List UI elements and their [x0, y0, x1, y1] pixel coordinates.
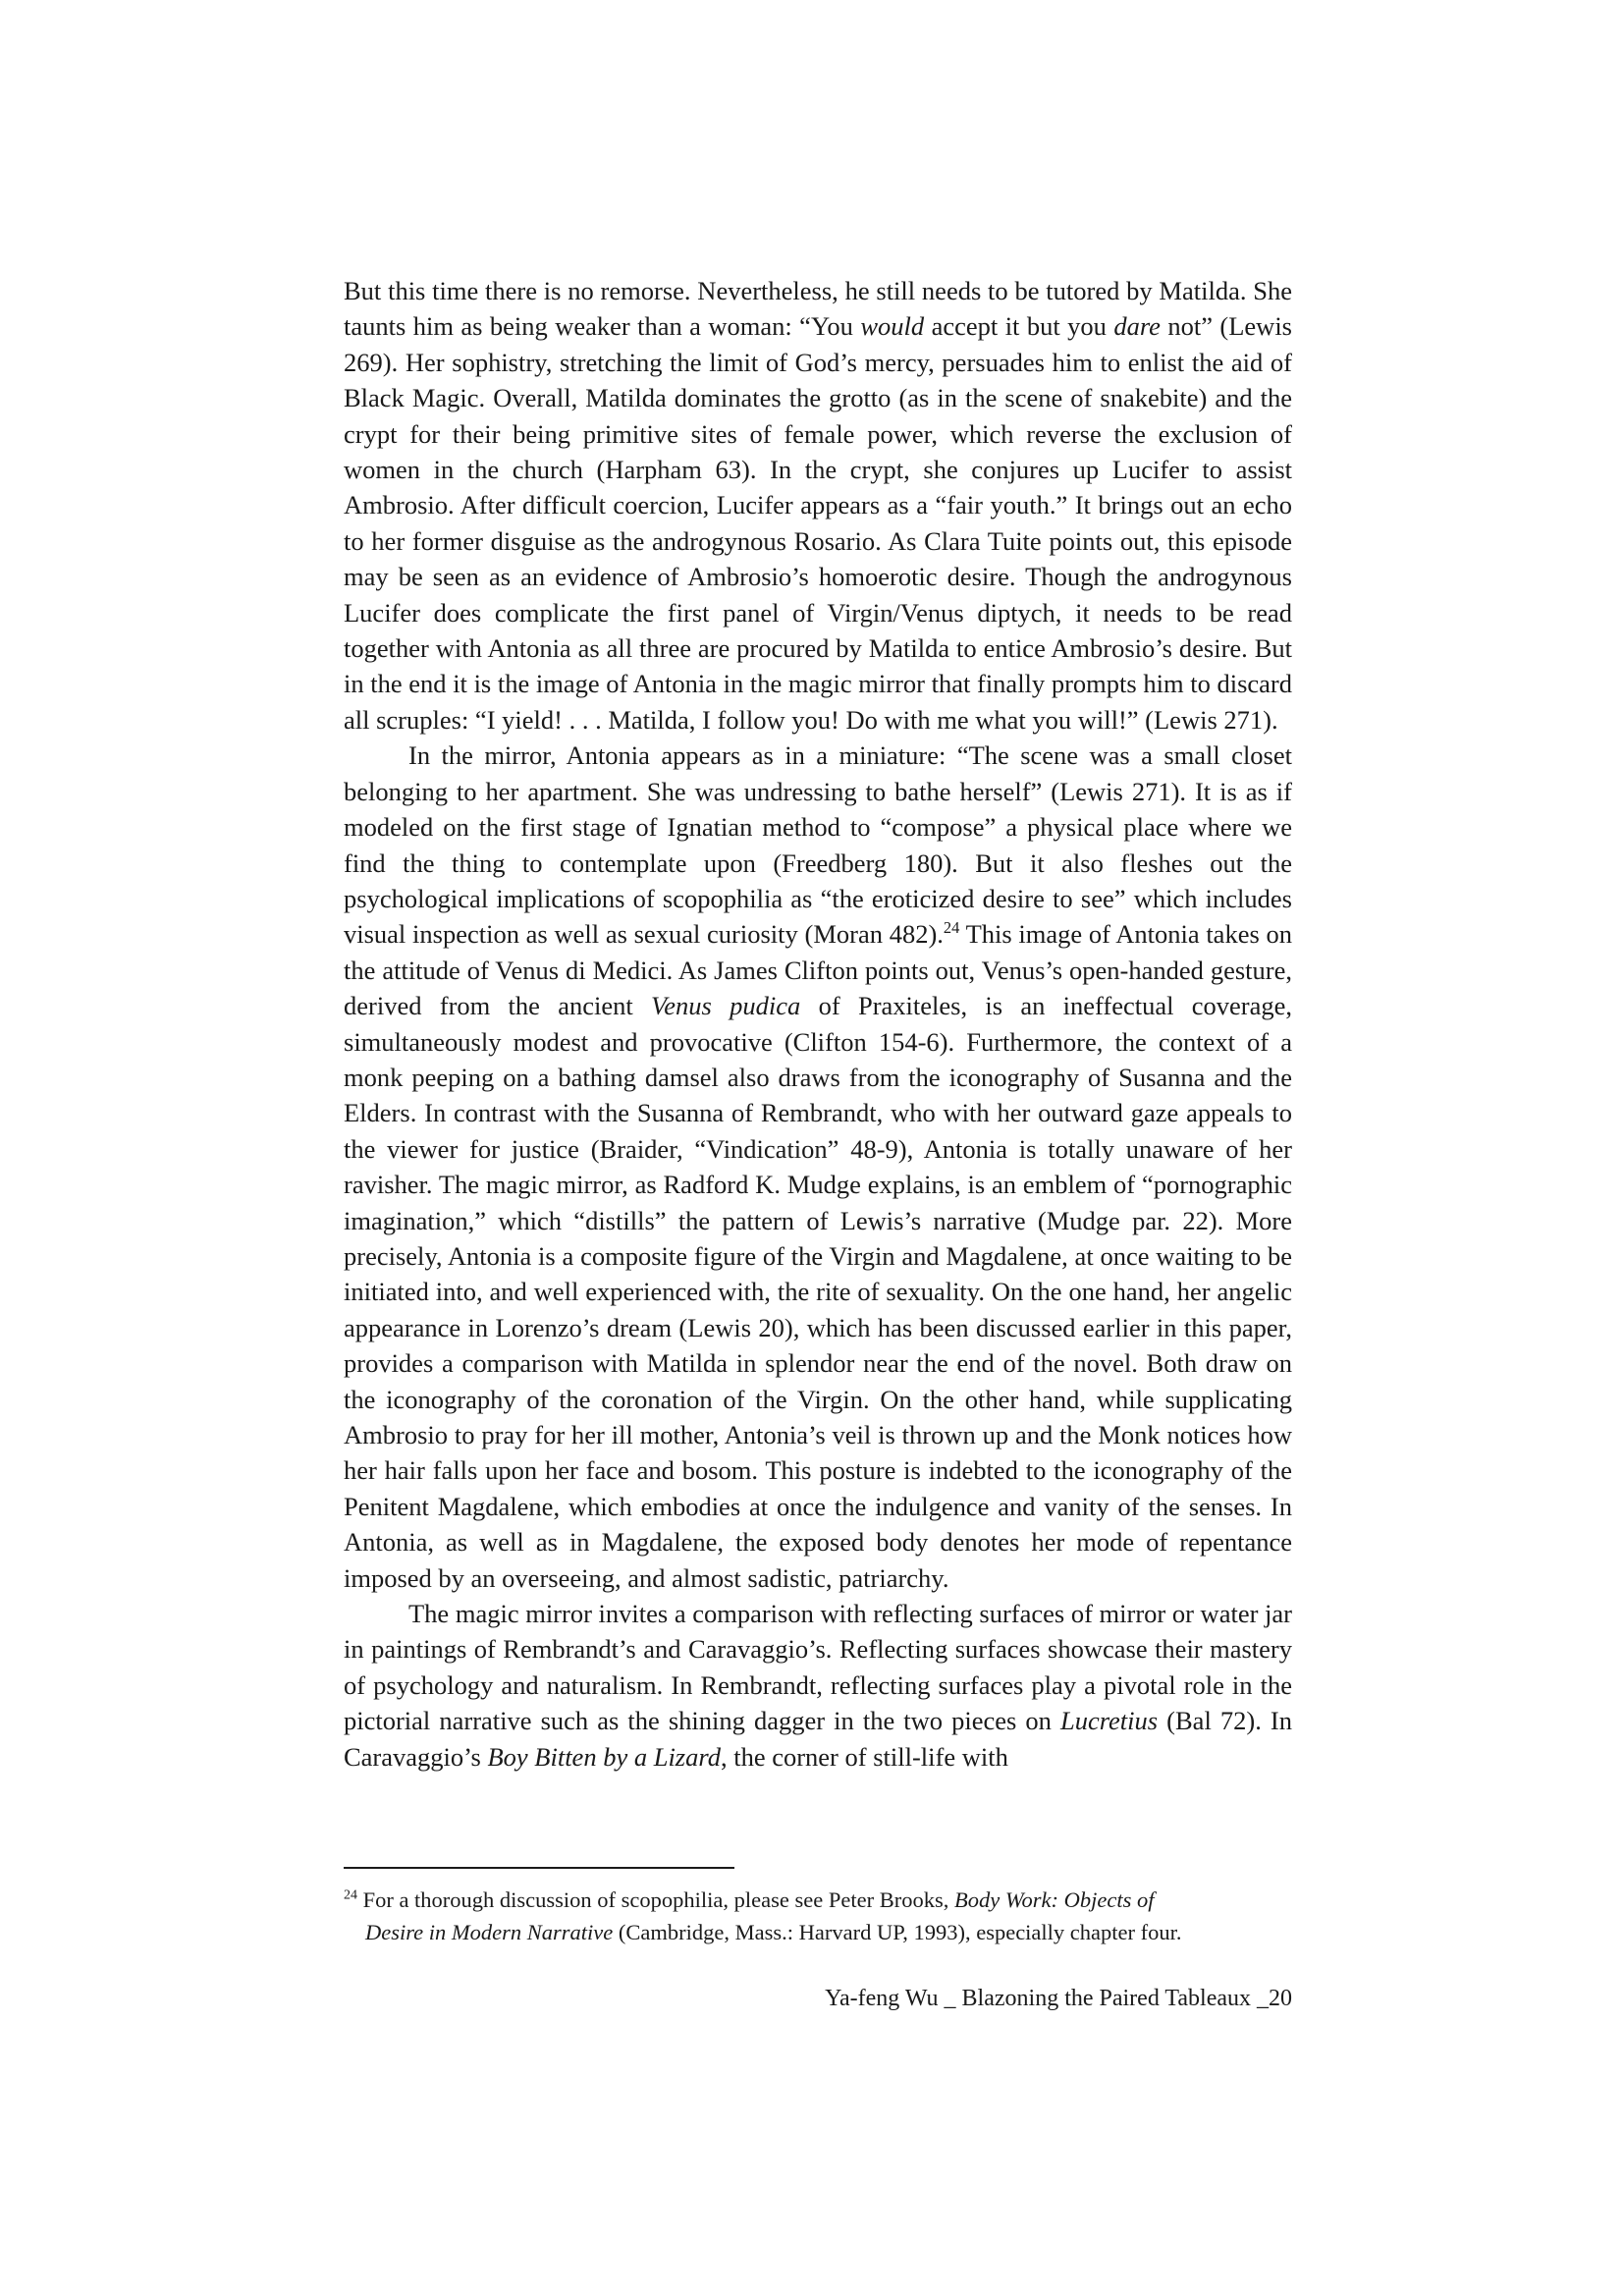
- italic-title: Venus pudica: [651, 991, 801, 1021]
- paragraph-text: But this time there is no remorse. Nevertheless, he still needs to be tutored by Matilda. She taunts him as being weaker than a woman: “You: [344, 276, 1292, 342]
- footnote-line-2: [344, 1916, 1292, 1948]
- footnote-book-title: Desire in Modern Narrative: [365, 1920, 614, 1944]
- running-footer: Ya-feng Wu _ Blazoning the Paired Tableaux _20: [825, 1986, 1292, 2011]
- paragraph-text: (Bal 72). In Caravaggio’s: [344, 1706, 1292, 1772]
- footnote-divider: [344, 1867, 734, 1869]
- italic-title: Boy Bitten by a Lizard: [487, 1741, 721, 1772]
- paragraph-text: The magic mirror invites a comparison with reflecting surfaces of mirror or water jar in paintings of Rembrandt’s and Caravaggio’s. Reflecting surfaces showcase their mastery of psychology and naturalism. In Rembrandt, reflecting surfaces play a pivotal role in the pictorial narrative such as the shining dagger in the two pieces on: [344, 1599, 1292, 1736]
- body-text: [344, 273, 1292, 1775]
- footnote-reference[interactable]: 24: [943, 918, 960, 938]
- paragraph-text: This image of Antonia takes on the attitude of Venus di Medici. As James Clifton points out, Venus’s open-handed gesture, derived from the ancient: [344, 919, 1292, 1021]
- paragraph-3: [344, 1596, 1292, 1775]
- paragraph-2: [344, 738, 1292, 1596]
- paragraph-text: not” (Lewis 269). Her sophistry, stretching the limit of God’s mercy, persuades him to enlist the aid of Black Magic. Overall, Matilda dominates the grotto (as in the scene of snakebite) and the crypt for their being primitive sites of female power, which reverse the exclusion of women in the church (Harpham 63). In the crypt, she conjures up Lucifer to assist Ambrosio. After difficult coercion, Lucifer appears as a “fair youth.” It brings out an echo to her former disguise as the androgynous Rosario. As Clara Tuite points out, this episode may be seen as an evidence of Ambrosio’s homoerotic desire. Though the androgynous Lucifer does complicate the first panel of Virgin/Venus diptych, it needs to be read together with Antonia as all three are procured by Matilda to entice Ambrosio’s desire. But in the end it is the image of Antonia in the magic mirror that finally prompts him to discard all scruples: “I yield! . . . Matilda, I follow you! Do with me what you will!” (Lewis 271).: [344, 311, 1292, 735]
- paragraph-1: [344, 273, 1292, 738]
- italic-word: dare: [1113, 311, 1161, 342]
- paragraph-text: In the mirror, Antonia appears as in a miniature: “The scene was a small closet belonging to her apartment. She was undressing to bathe herself” (Lewis 271). It is as if modeled on the first stage of Ignatian method to “compose” a physical place where we find the thing to contemplate upon (Freedberg 180). But it also fleshes out the psychological implications of scopophilia as “the eroticized desire to see” which includes visual inspection as well as sexual curiosity (Moran 482).: [344, 740, 1292, 950]
- italic-title: Lucretius: [1059, 1706, 1159, 1736]
- footnote-number: 24: [344, 1887, 357, 1903]
- footnote-line-1: [344, 1887, 1154, 1912]
- paragraph-text: accept it but you: [924, 311, 1114, 342]
- footnote: [344, 1884, 1292, 1948]
- paragraph-text: , the corner of still-life with: [720, 1741, 1008, 1772]
- paragraph-text: of Praxiteles, is an ineffectual coverage, simultaneously modest and provocative (Clifton 154-6). Furthermore, the context of a monk peeping on a bathing damsel also draws from the iconography of Susanna and the Elders. In contrast with the Susanna of Rembrandt, who with her outward gaze appeals to the viewer for justice (Braider, “Vindication” 48-9), Antonia is totally unaware of her ravisher. The magic mirror, as Radford K. Mudge explains, is an emblem of “pornographic imagination,” which “distills” the pattern of Lewis’s narrative (Mudge par. 22). More precisely, Antonia is a composite figure of the Virgin and Magdalene, at once waiting to be initiated into, and well experienced with, the rite of sexuality. On the one hand, her angelic appearance in Lorenzo’s dream (Lewis 20), which has been discussed earlier in this paper, provides a comparison with Matilda in splendor near the end of the novel. Both draw on the iconography of the coronation of the Virgin. On the other hand, while supplicating Ambrosio to pray for her ill mother, Antonia’s veil is thrown up and the Monk notices how her hair falls upon her face and bosom. This posture is indebted to the iconography of the Penitent Magdalene, which embodies at once the indulgence and vanity of the senses. In Antonia, as well as in Magdalene, the exposed body denotes her mode of repentance imposed by an overseeing, and almost sadistic, patriarchy.: [344, 991, 1293, 1593]
- footnote-text: (Cambridge, Mass.: Harvard UP, 1993), especially chapter four.: [613, 1920, 1182, 1944]
- footnote-text: For a thorough discussion of scopophilia, please see Peter Brooks,: [356, 1887, 954, 1912]
- italic-word: would: [860, 311, 925, 342]
- footnote-book-title: Body Work: Objects of: [953, 1887, 1155, 1912]
